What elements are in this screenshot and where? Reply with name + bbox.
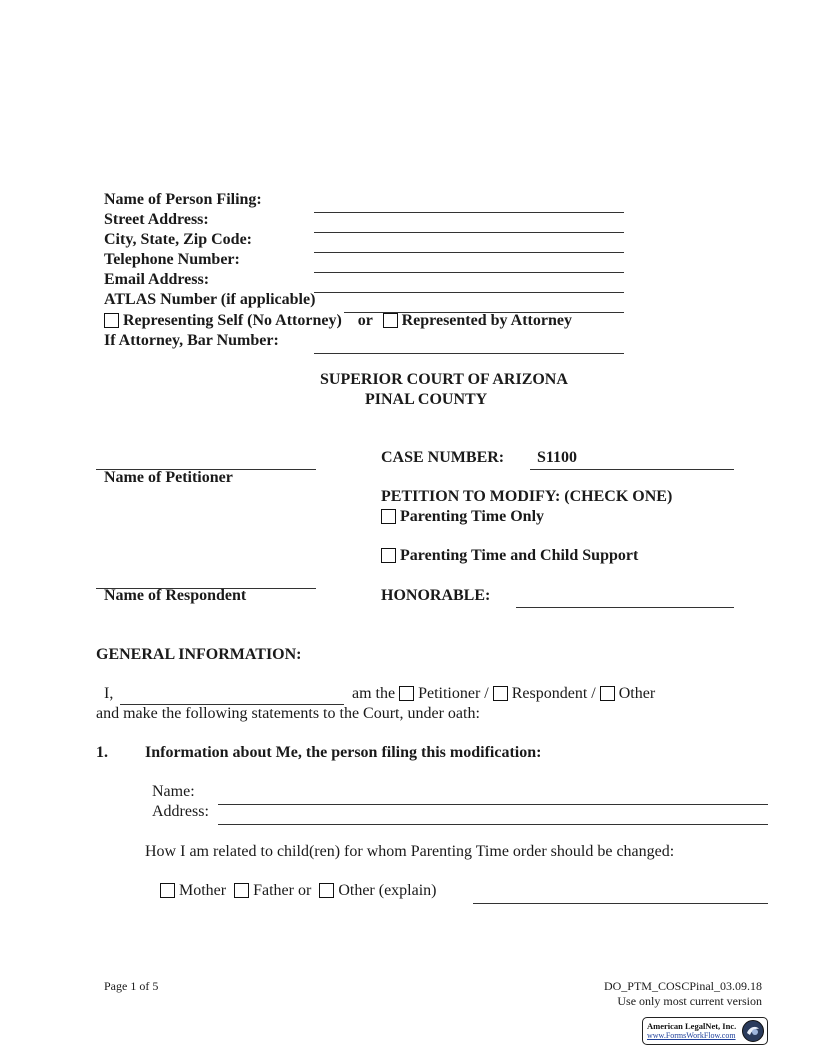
self-label: Representing Self (No Attorney) <box>123 312 342 329</box>
representation-row <box>104 312 572 330</box>
petitioner-role-checkbox[interactable] <box>399 686 414 701</box>
court-name: SUPERIOR COURT OF ARIZONA <box>320 371 568 388</box>
version-note: Use only most current version <box>617 994 762 1008</box>
parenting-time-only-checkbox[interactable] <box>381 509 396 524</box>
or-label: or <box>357 312 373 329</box>
county-name: PINAL COUNTY <box>365 391 488 408</box>
self-checkbox[interactable] <box>104 313 119 328</box>
respondent-label: Name of Respondent <box>104 587 247 604</box>
filer-full-name-field[interactable] <box>218 804 768 805</box>
other-role-label: Other <box>618 685 656 702</box>
bar-number-label: If Attorney, Bar Number: <box>104 332 279 349</box>
petition-title: PETITION TO MODIFY: (CHECK ONE) <box>381 488 673 505</box>
my-name-label: Name: <box>152 783 195 800</box>
email-label: Email Address: <box>104 271 210 288</box>
am-the-label: am the <box>352 685 396 702</box>
petitioner-label: Name of Petitioner <box>104 469 233 486</box>
case-number-value[interactable]: S1100 <box>537 449 578 466</box>
page-number: Page 1 of 5 <box>104 979 159 993</box>
logo-url: www.FormsWorkFlow.com <box>647 1031 736 1040</box>
relation-question: How I am related to child(ren) for whom Parenting Time order should be changed: <box>145 843 675 860</box>
section-1-heading: Information about Me, the person filing this modification: <box>145 744 542 761</box>
father-checkbox[interactable] <box>234 883 249 898</box>
other-relation-label: Other (explain) <box>338 882 437 899</box>
email-field[interactable] <box>314 292 624 293</box>
telephone-label: Telephone Number: <box>104 251 240 268</box>
mother-label: Mother <box>179 882 227 899</box>
filer-name-field[interactable] <box>314 212 624 213</box>
parenting-time-only-label: Parenting Time Only <box>400 508 545 525</box>
form-id: DO_PTM_COSCPinal_03.09.18 <box>603 979 762 993</box>
respondent-role-label: Respondent / <box>511 685 596 702</box>
atlas-number-label: ATLAS Number (if applicable) <box>104 291 316 308</box>
case-number-label: CASE NUMBER: <box>381 449 505 466</box>
logo-globe-icon <box>741 1019 765 1043</box>
street-address-label: Street Address: <box>104 211 209 228</box>
filer-name-label: Name of Person Filing: <box>104 191 262 208</box>
relation-options-row <box>160 882 437 900</box>
parenting-time-child-support-checkbox[interactable] <box>381 548 396 563</box>
mother-checkbox[interactable] <box>160 883 175 898</box>
city-state-zip-field[interactable] <box>314 252 624 253</box>
attorney-checkbox[interactable] <box>383 313 398 328</box>
father-label: Father or <box>253 882 312 899</box>
option-child-support-row <box>381 547 638 565</box>
parenting-time-child-support-label: Parenting Time and Child Support <box>400 547 639 564</box>
city-state-zip-label: City, State, Zip Code: <box>104 231 252 248</box>
respondent-role-checkbox[interactable] <box>493 686 508 701</box>
telephone-field[interactable] <box>314 272 624 273</box>
judge-name-field[interactable] <box>516 607 734 608</box>
logo-company: American LegalNet, Inc. <box>647 1021 737 1031</box>
street-address-field[interactable] <box>314 232 624 233</box>
other-relation-checkbox[interactable] <box>319 883 334 898</box>
other-relation-explain-field[interactable] <box>473 903 768 904</box>
option-parenting-time-row <box>381 508 544 526</box>
general-info-heading: GENERAL INFORMATION: <box>96 646 302 663</box>
filer-address-field[interactable] <box>218 824 768 825</box>
attorney-label: Represented by Attorney <box>401 312 572 329</box>
section-1-number: 1. <box>96 744 108 761</box>
case-number-field[interactable] <box>530 469 734 470</box>
petitioner-role-label: Petitioner / <box>418 685 489 702</box>
oath-statement: and make the following statements to the Court, under oath: <box>96 705 480 722</box>
other-role-checkbox[interactable] <box>600 686 615 701</box>
role-row <box>352 685 655 703</box>
honorable-label: HONORABLE: <box>381 587 491 604</box>
legalnet-logo[interactable] <box>642 1017 768 1045</box>
bar-number-field[interactable] <box>314 353 624 354</box>
i-label: I, <box>104 685 114 702</box>
my-address-label: Address: <box>152 803 209 820</box>
